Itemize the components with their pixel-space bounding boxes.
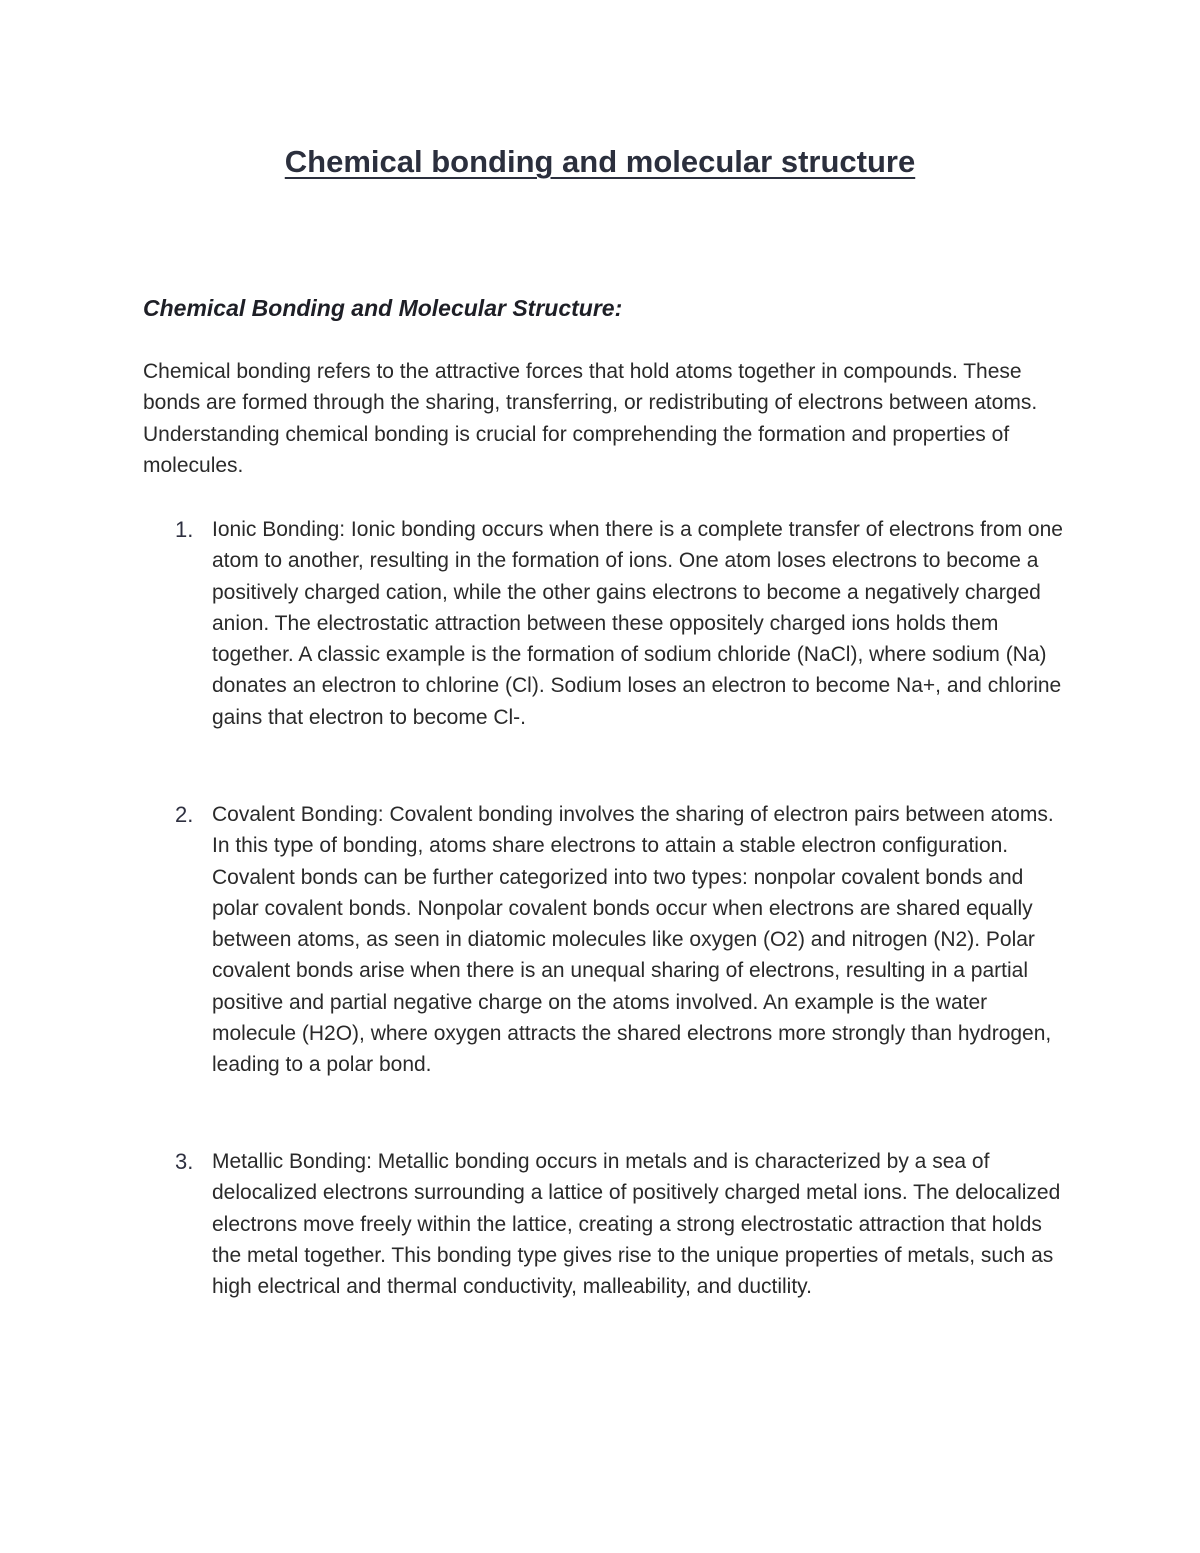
list-item-number: 3. [175,1149,194,1174]
list-item-text: Covalent Bonding: Covalent bonding involves the sharing of electron pairs between atoms. In this type of bonding, atoms share electrons to attain a stable electron configuration. Covalent bonds can be further categorized into two types: nonpolar covalent bonds and polar covalent bonds. Nonpolar covalent bonds occur when electrons are shared equally between atoms, as seen in diatomic molecules like oxygen (O2) and nitrogen (N2). Polar covalent bonds arise when there is an unequal sharing of electrons, resulting in a partial positive and partial negative charge on the atoms involved. An example is the water molecule (H2O), where oxygen attracts the shared electrons more strongly than hydrogen, leading to a polar bond. [212,803,1054,1077]
list-item-text: Ionic Bonding: Ionic bonding occurs when there is a complete transfer of electrons from one atom to another, resulting in the formation of ions. One atom loses electrons to become a positively charged cation, while the other gains electrons to become a negatively charged anion. The electrostatic attraction between these oppositely charged ions holds them together. A classic example is the formation of sodium chloride (NaCl), where sodium (Na) donates an electron to chlorine (Cl). Sodium loses an electron to become Na+, and chlorine gains that electron to become Cl-. [212,518,1063,729]
list-item-number: 1. [175,517,194,542]
list-item [143,799,1068,1081]
document-title: Chemical bonding and molecular structure [284,144,916,179]
list-item [143,1146,1068,1302]
section-heading: Chemical Bonding and Molecular Structure: [143,295,623,321]
intro-paragraph: Chemical bonding refers to the attractive forces that hold atoms together in compounds. These bonds are formed through the sharing, transferring, or redistributing of electrons between atoms. Understanding chemical bonding is crucial for comprehending the formation and properties of molecules. [143,360,1038,477]
list-item [143,514,1068,733]
list-item-number: 2. [175,802,194,827]
list-item-text: Metallic Bonding: Metallic bonding occurs in metals and is characterized by a sea of delocalized electrons surrounding a lattice of positively charged metal ions. The delocalized electrons move freely within the lattice, creating a strong electrostatic attraction that holds the metal together. This bonding type gives rise to the unique properties of metals, such as high electrical and thermal conductivity, malleability, and ductility. [212,1150,1061,1299]
